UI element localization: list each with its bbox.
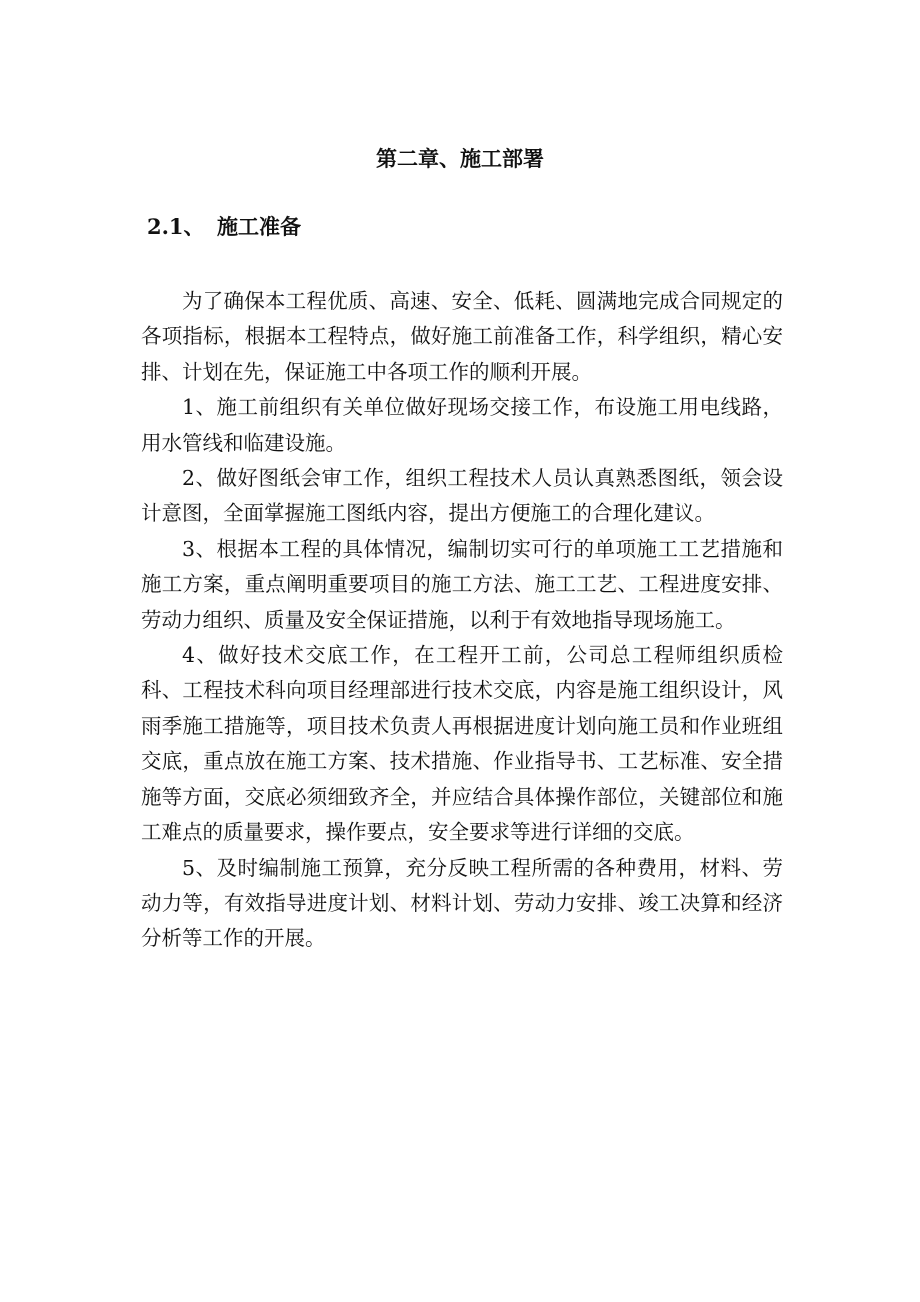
- paragraph-intro: 为了确保本工程优质、高速、安全、低耗、圆满地完成合同规定的各项指标，根据本工程特点，做好施工前准备工作，科学组织，精心安排、计划在先，保证施工中各项工作的顺利开展。: [141, 289, 783, 384]
- paragraph-item-3: 3、根据本工程的具体情况，编制切实可行的单项施工工艺措施和施工方案，重点阐明重要项目的施工方法、施工工艺、工程进度安排、劳动力组织、质量及安全保证措施，以利于有效地指导现场施工。: [141, 536, 783, 632]
- paragraph-item-1: 1、施工前组织有关单位做好现场交接工作，布设施工用电线路，用水管线和临建设施。: [141, 395, 783, 455]
- paragraph-item-4: 4、做好技术交底工作，在工程开工前，公司总工程师组织质检科、工程技术科向项目经理部进行技术交底，内容是施工组织设计，风雨季施工措施等，项目技术负责人再根据进度计划向施工员和作业班组交底，重点放在施工方案、技术措施、作业指导书、工艺标准、安全措施等方面，交底必须细致齐全，并应结合具体操作部位，关键部位和施工难点的质量要求，操作要点，安全要求等进行详细的交底。: [141, 643, 783, 845]
- section-title: 施工准备: [217, 214, 301, 239]
- paragraph-item-5: 5、及时编制施工预算，充分反映工程所需的各种费用，材料、劳动力等，有效指导进度计划、材料计划、劳动力安排、竣工决算和经济分析等工作的开展。: [141, 855, 783, 951]
- section-heading: [147, 214, 301, 240]
- body-text: [141, 284, 783, 957]
- section-number: 2.1、: [147, 214, 205, 239]
- paragraph-item-2: 2、做好图纸会审工作，组织工程技术人员认真熟悉图纸，领会设计意图，全面掌握施工图纸内容，提出方便施工的合理化建议。: [141, 466, 783, 526]
- chapter-title: 第二章、施工部署: [376, 146, 544, 171]
